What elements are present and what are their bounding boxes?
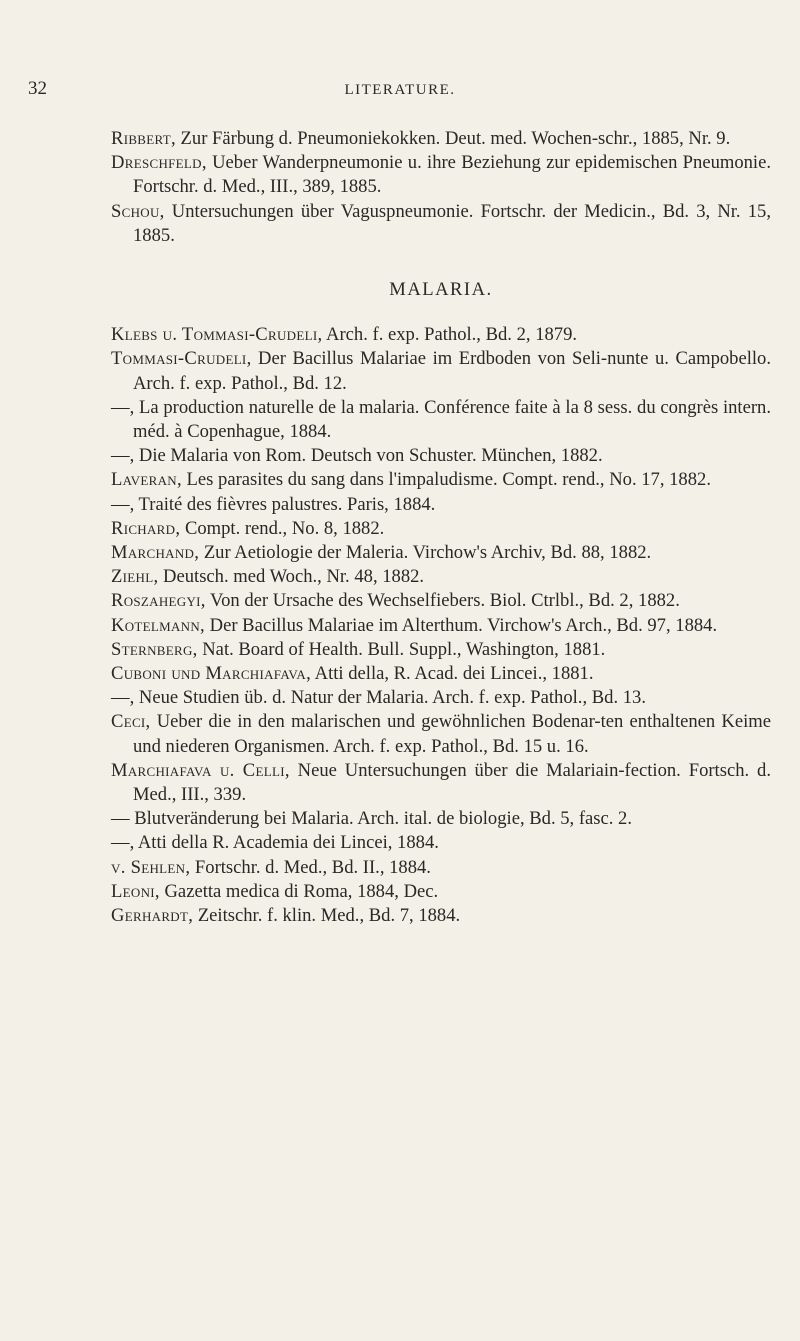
reference-entry [111, 614, 771, 638]
reference-text: Untersuchungen über Vaguspneumonie. Fortschr. der Medicin., Bd. 3, Nr. 15, 1885. [133, 200, 771, 246]
reference-entry [111, 759, 771, 807]
reference-entry [111, 151, 771, 199]
reference-entry [111, 638, 771, 662]
reference-entry [111, 710, 771, 758]
reference-text: —, La production naturelle de la malaria. Conférence faite à la 8 sess. du congrès intern. méd. à Copenhague, 1884. [111, 396, 771, 443]
pneumonia-reference-list [111, 127, 771, 248]
reference-author: Richard, [111, 517, 181, 539]
reference-author: Kotelmann, [111, 614, 206, 636]
reference-author: Laveran, [111, 469, 182, 491]
reference-author: Dreschfeld, [111, 152, 207, 174]
reference-entry [111, 565, 771, 589]
reference-text: Zeitschr. f. klin. Med., Bd. 7, 1884. [193, 905, 461, 927]
reference-author: Ziehl, [111, 566, 159, 588]
reference-entry [111, 468, 771, 492]
reference-author: Gerhardt, [111, 905, 194, 927]
reference-entry [111, 200, 771, 248]
reference-text: —, Neue Studien üb. d. Natur der Malaria. Arch. f. exp. Pathol., Bd. 13. [111, 687, 646, 709]
reference-author: Leoni, [111, 880, 160, 902]
reference-text: —, Atti della R. Academia dei Lincei, 1884. [111, 832, 439, 854]
reference-entry [111, 323, 771, 347]
reference-entry [111, 662, 771, 686]
reference-text: Fortschr. d. Med., Bd. II., 1884. [190, 856, 431, 878]
reference-entry [111, 541, 771, 565]
reference-entry [111, 444, 771, 468]
reference-entry [111, 686, 771, 710]
reference-author: Marchand, [111, 542, 200, 564]
reference-author: Sternberg, [111, 638, 198, 660]
reference-text: Ueber die in den malarischen und gewöhnlichen Bodenar-ten enthaltenen Keime und niederen Organismen. Arch. f. exp. Pathol., Bd. 15 u. 16. [133, 711, 771, 757]
reference-author: Schou, [111, 200, 165, 222]
running-head: LITERATURE. [344, 82, 456, 98]
reference-text: Arch. f. exp. Pathol., Bd. 2, 1879. [322, 324, 578, 346]
reference-text: Der Bacillus Malariae im Erdboden von Seli-nunte u. Campobello. Arch. f. exp. Pathol., Bd. 12. [133, 348, 771, 394]
reference-text: Atti della, R. Acad. dei Lincei., 1881. [311, 663, 594, 685]
reference-text: Deutsch. med Woch., Nr. 48, 1882. [158, 566, 425, 588]
reference-author: Roszahegyi, [111, 590, 206, 612]
reference-entry [111, 589, 771, 613]
reference-author: Marchiafava u. Celli, [111, 759, 290, 781]
reference-entry [111, 807, 771, 831]
reference-entry [111, 831, 771, 855]
reference-author: Cuboni und Marchiafava, [111, 663, 312, 685]
reference-text: Nat. Board of Health. Bull. Suppl., Washington, 1881. [197, 638, 606, 660]
reference-entry [111, 347, 771, 395]
reference-text: Neue Untersuchungen über die Malariain-fection. Fortsch. d. Med., III., 339. [133, 759, 771, 806]
reference-text: Der Bacillus Malariae im Alterthum. Virchow's Arch., Bd. 97, 1884. [205, 614, 718, 636]
reference-entry [111, 904, 771, 928]
reference-author: v. Sehlen, [111, 856, 191, 878]
reference-author: Ceci, [111, 711, 151, 733]
reference-text: Zur Färbung d. Pneumoniekokken. Deut. med. Wochen-schr., 1885, Nr. 9. [175, 128, 731, 149]
reference-entry [111, 856, 771, 880]
reference-author: Ribbert, [111, 128, 176, 149]
reference-text: Les parasites du sang dans l'impaludisme. Compt. rend., No. 17, 1882. [181, 469, 711, 491]
reference-entry [111, 880, 771, 904]
reference-text: Compt. rend., No. 8, 1882. [180, 517, 385, 539]
page-number: 32 [28, 78, 47, 99]
reference-text: Zur Aetiologie der Maleria. Virchow's Archiv, Bd. 88, 1882. [199, 542, 652, 564]
reference-entry [111, 127, 771, 151]
bibliography [111, 127, 771, 928]
reference-entry [111, 517, 771, 541]
reference-text: Ueber Wanderpneumonie u. ihre Beziehung zur epidemischen Pneumonie. Fortschr. d. Med., III., 389, 1885. [133, 152, 771, 198]
reference-author: Tommasi-Crudeli, [111, 348, 252, 370]
malaria-reference-list [111, 323, 771, 928]
reference-text: —, Die Malaria von Rom. Deutsch von Schuster. München, 1882. [111, 445, 603, 467]
reference-text: Von der Ursache des Wechselfiebers. Biol. Ctrlbl., Bd. 2, 1882. [205, 590, 680, 612]
reference-entry [111, 396, 771, 444]
reference-author: Klebs u. Tommasi-Crudeli, [111, 324, 323, 346]
section-heading: MALARIA. [389, 279, 493, 301]
reference-text: Gazetta medica di Roma, 1884, Dec. [159, 880, 439, 902]
reference-text: —, Traité des fièvres palustres. Paris, 1884. [111, 493, 436, 515]
reference-entry [111, 493, 771, 517]
reference-text: — Blutveränderung bei Malaria. Arch. ital. de biologie, Bd. 5, fasc. 2. [111, 808, 633, 830]
